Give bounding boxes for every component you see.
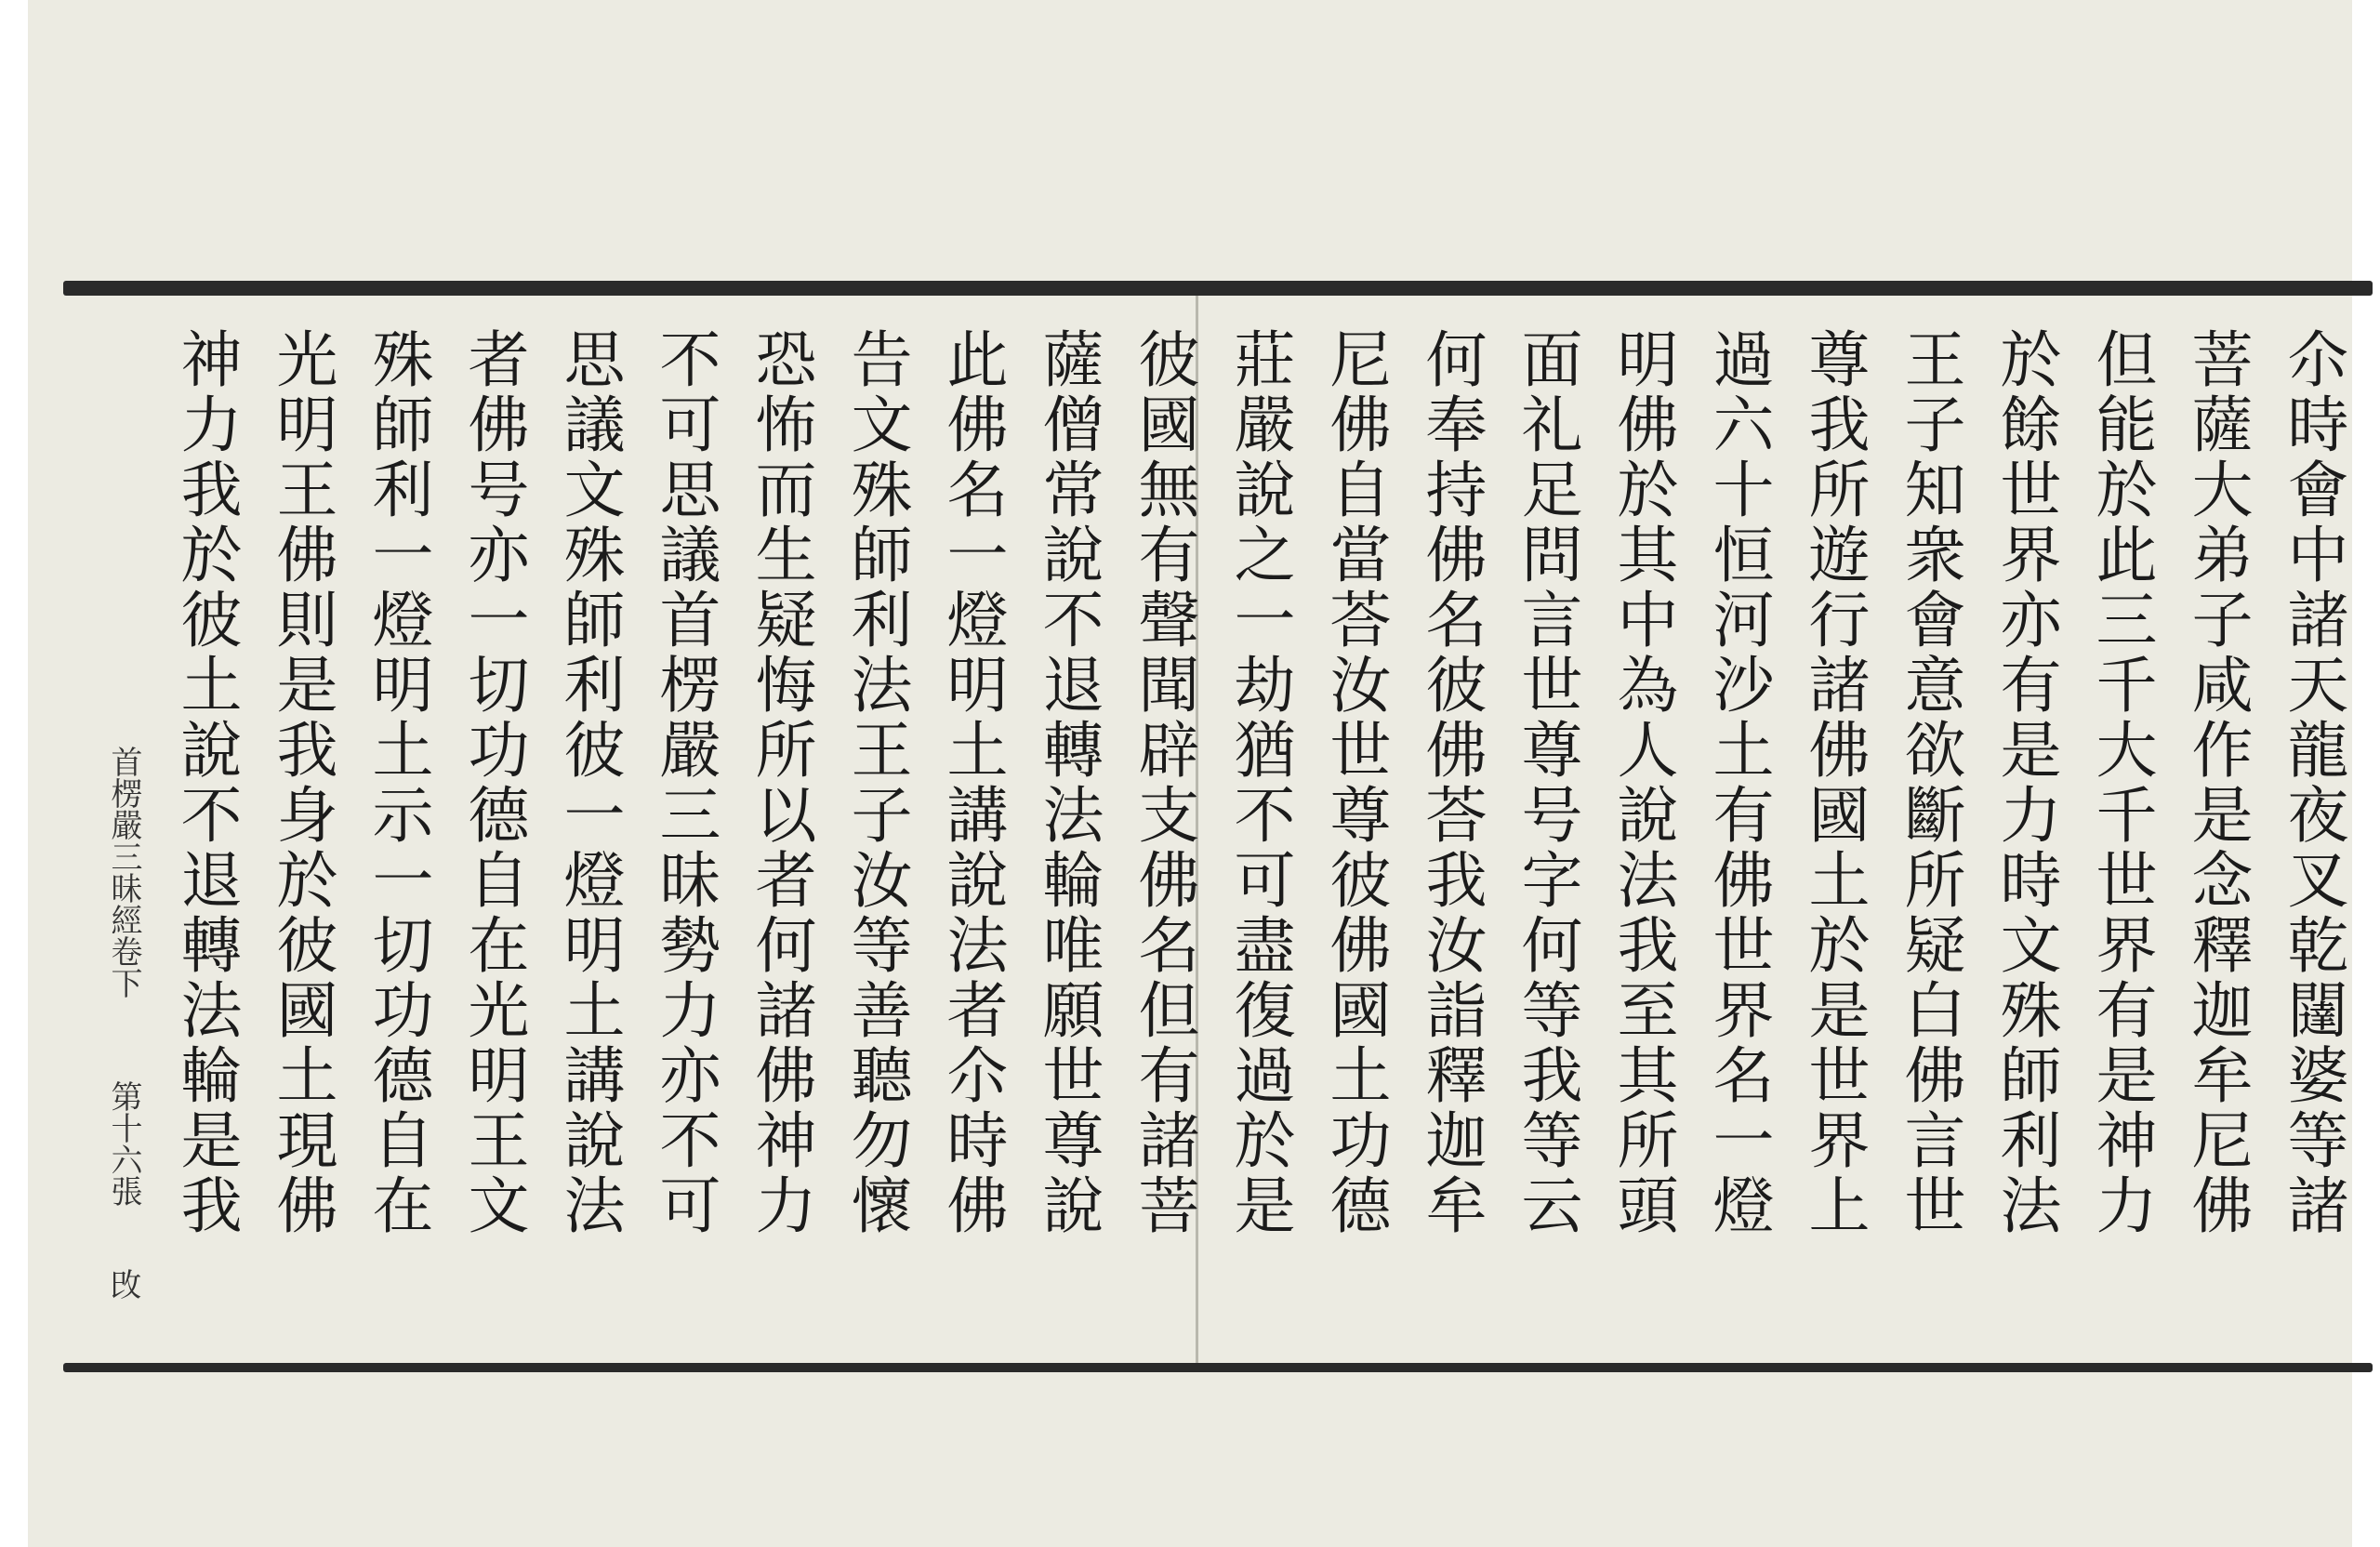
colophon bbox=[91, 746, 156, 1359]
top-border-line bbox=[63, 281, 2373, 296]
text-column: 者佛号亦一切功德自在光明王文 bbox=[457, 327, 529, 1238]
text-column: 尒時會中諸天龍夜叉乾闥婆等諸 bbox=[2277, 327, 2348, 1238]
text-column: 面礼足問言世尊号字何等我等云 bbox=[1511, 327, 1582, 1238]
text-column: 殊師利一燈明土示一切功德自在 bbox=[362, 327, 433, 1238]
text-column: 彼國無有聲聞辟支佛名但有諸菩 bbox=[1128, 327, 1199, 1238]
revision-mark: 攺 bbox=[104, 1268, 141, 1300]
text-column: 神力我於彼土說不退轉法輪是我 bbox=[170, 327, 242, 1238]
text-column: 王子知衆會意欲斷所疑白佛言世 bbox=[1894, 327, 1965, 1238]
text-column: 告文殊師利法王子汝等善聽勿懷 bbox=[840, 327, 912, 1238]
text-column: 思議文殊師利彼一燈明土講說法 bbox=[553, 327, 625, 1238]
text-column: 尼佛自當荅汝世尊彼佛國土功德 bbox=[1319, 327, 1391, 1238]
bottom-border-line bbox=[63, 1363, 2373, 1372]
text-column: 過六十恒河沙土有佛世界名一燈 bbox=[1702, 327, 1774, 1238]
text-column: 莊嚴說之一劫猶不可盡復過於是 bbox=[1223, 327, 1295, 1238]
scanned-page bbox=[28, 0, 2352, 1547]
text-column: 尊我所遊行諸佛國土於是世界上 bbox=[1798, 327, 1870, 1238]
text-column: 恐怖而生疑悔所以者何諸佛神力 bbox=[745, 327, 816, 1238]
text-column: 薩僧常說不退轉法輪唯願世尊說 bbox=[1032, 327, 1104, 1238]
sutra-title: 首楞嚴三昧經卷下 bbox=[105, 746, 142, 998]
text-column: 不可思議首楞嚴三昧勢力亦不可 bbox=[649, 327, 721, 1238]
text-column: 於餘世界亦有是力時文殊師利法 bbox=[1990, 327, 2061, 1238]
text-column: 明佛於其中為人說法我至其所頭 bbox=[1606, 327, 1678, 1238]
text-column: 此佛名一燈明土講說法者尒時佛 bbox=[936, 327, 1008, 1238]
text-block bbox=[63, 281, 2373, 1378]
text-column: 光明王佛則是我身於彼國土現佛 bbox=[266, 327, 337, 1238]
text-column: 何奉持佛名彼佛荅我汝詣釋迦牟 bbox=[1415, 327, 1487, 1238]
page-number: 第十六張 bbox=[105, 1080, 142, 1207]
text-column: 但能於此三千大千世界有是神力 bbox=[2085, 327, 2157, 1238]
text-column: 菩薩大弟子咸作是念釋迦牟尼佛 bbox=[2181, 327, 2253, 1238]
